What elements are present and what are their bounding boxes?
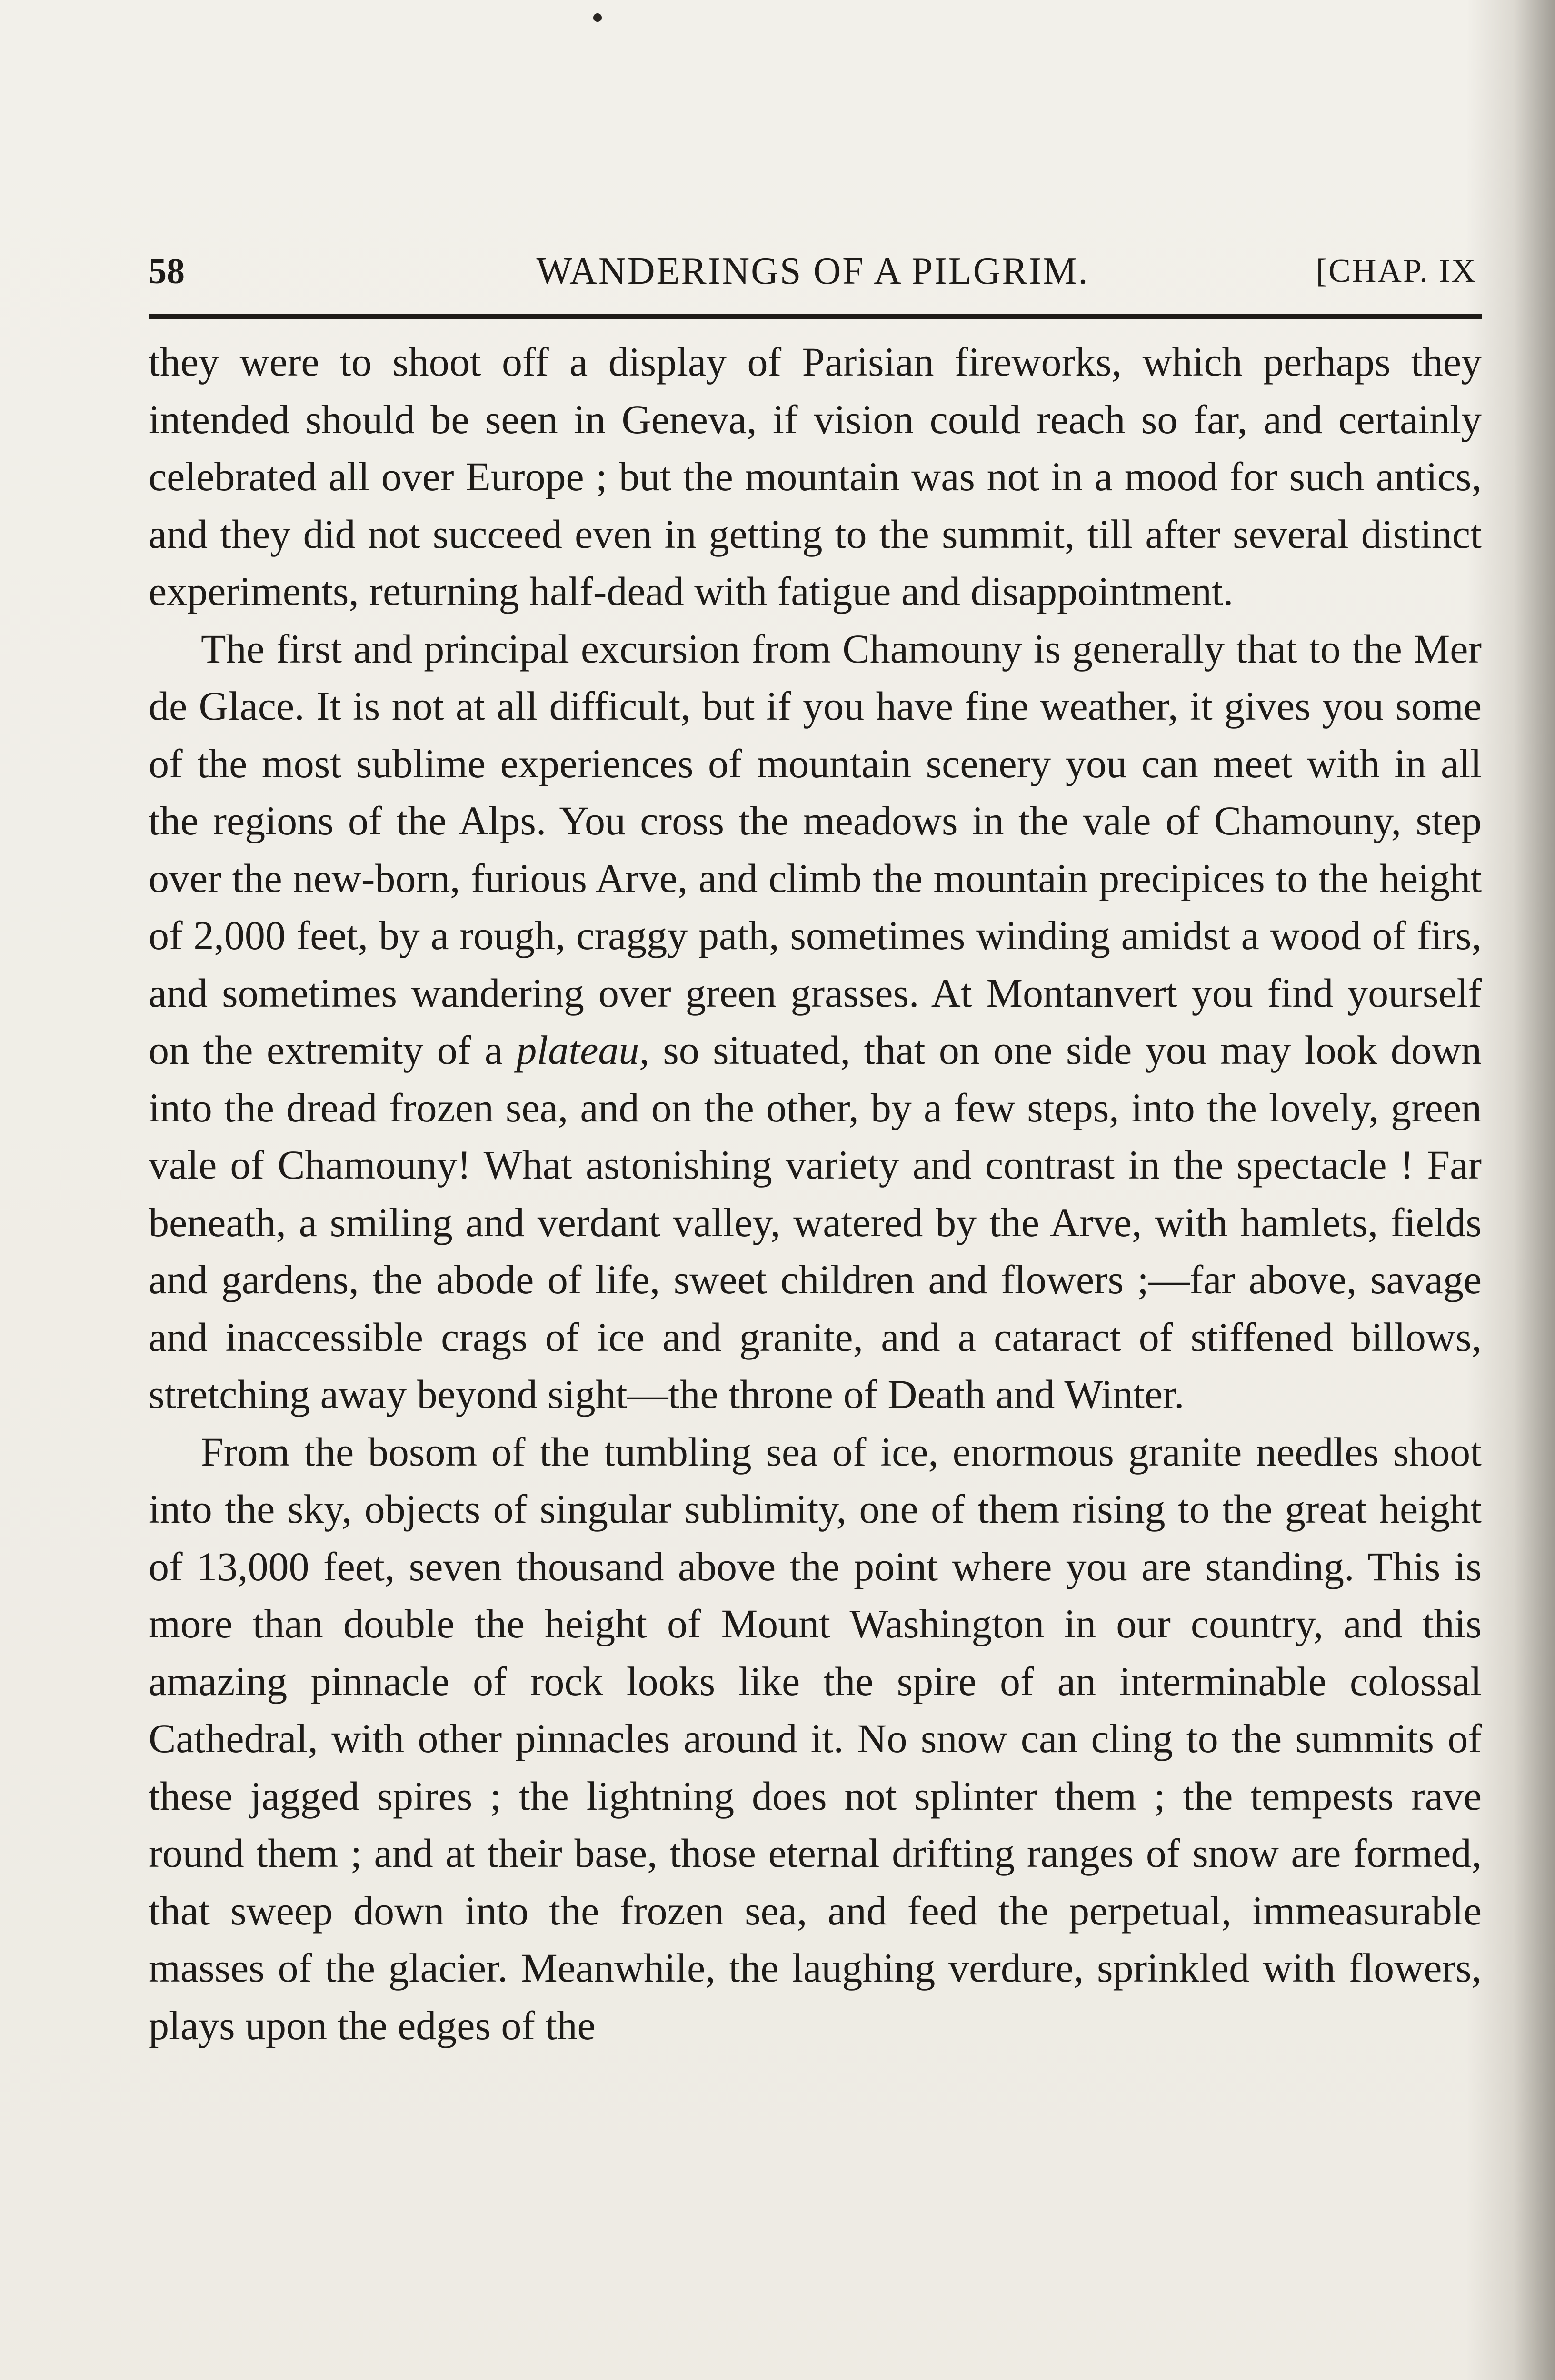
header-rule	[149, 314, 1482, 319]
running-header	[149, 248, 1477, 300]
paragraph-2	[149, 620, 1482, 1423]
paragraph-2-part-1: The first and principal excursion from Chamouny is generally that to the Mer de Glace. It is not at all difficult, but if you have fine weather, it gives you some of the most sublime experiences of mountain scenery you can meet with in all the regions of the Alps. You cross the meadows in the vale of Chamouny, step over the new-born, furious Arve, and climb the mountain precipices to the height of 2,000 feet, by a rough, craggy path, sometimes winding amidst a wood of firs, and sometimes wandering over green grasses. At Montanvert you find yourself on the extremity of a	[149, 625, 1482, 1073]
paragraph-2-part-2: so situated, that on one side you may look down into the dread frozen sea, and on the other, by a few steps, into the lovely, green vale of Chamouny! What astonishing variety and contrast in the spectacle ! Far beneath, a smiling and verdant valley, watered by the Arve, with hamlets, fields and gardens, the abode of life, sweet children and flowers ;—far above, savage and inaccessible crags of ice and granite, and a cataract of stiffened billows, stretching away beyond sight—the throne of Death and Winter.	[149, 1027, 1482, 1417]
chapter-mark: [CHAP. IX	[1316, 253, 1477, 289]
ink-speck	[593, 13, 602, 22]
paragraph-1: they were to shoot off a display of Parisian fireworks, which perhaps they intended should be seen in Geneva, if vision could reach so far, and certainly celebrated all over Europe ; but the mountain was not in a mood for such antics, and they did not succeed even in getting to the summit, till after several distinct experiments, returning half-dead with fatigue and disappointment.	[149, 339, 1482, 614]
paragraph-3: From the bosom of the tumbling sea of ice, enormous granite needles shoot into the sky, objects of singular sublimity, one of them rising to the great height of 13,000 feet, seven thousand above the point where you are standing. This is more than double the height of Mount Washington in our country, and this amazing pinnacle of rock looks like the spire of an interminable colossal Cathedral, with other pinnacles around it. No snow can cling to the summits of these jagged spires ; the lightning does not splinter them ; the tempests rave round them ; and at their base, those eternal drifting ranges of snow are formed, that sweep down into the frozen sea, and feed the perpetual, immeasurable masses of the glacier. Meanwhile, the laughing verdure, sprinkled with flowers, plays upon the edges of the	[149, 1428, 1482, 2048]
body-text	[149, 333, 1482, 2054]
running-title: WANDERINGS OF A PILGRIM.	[536, 250, 1089, 292]
paragraph-2-italic: plateau,	[516, 1027, 649, 1073]
page-number: 58	[149, 251, 185, 291]
